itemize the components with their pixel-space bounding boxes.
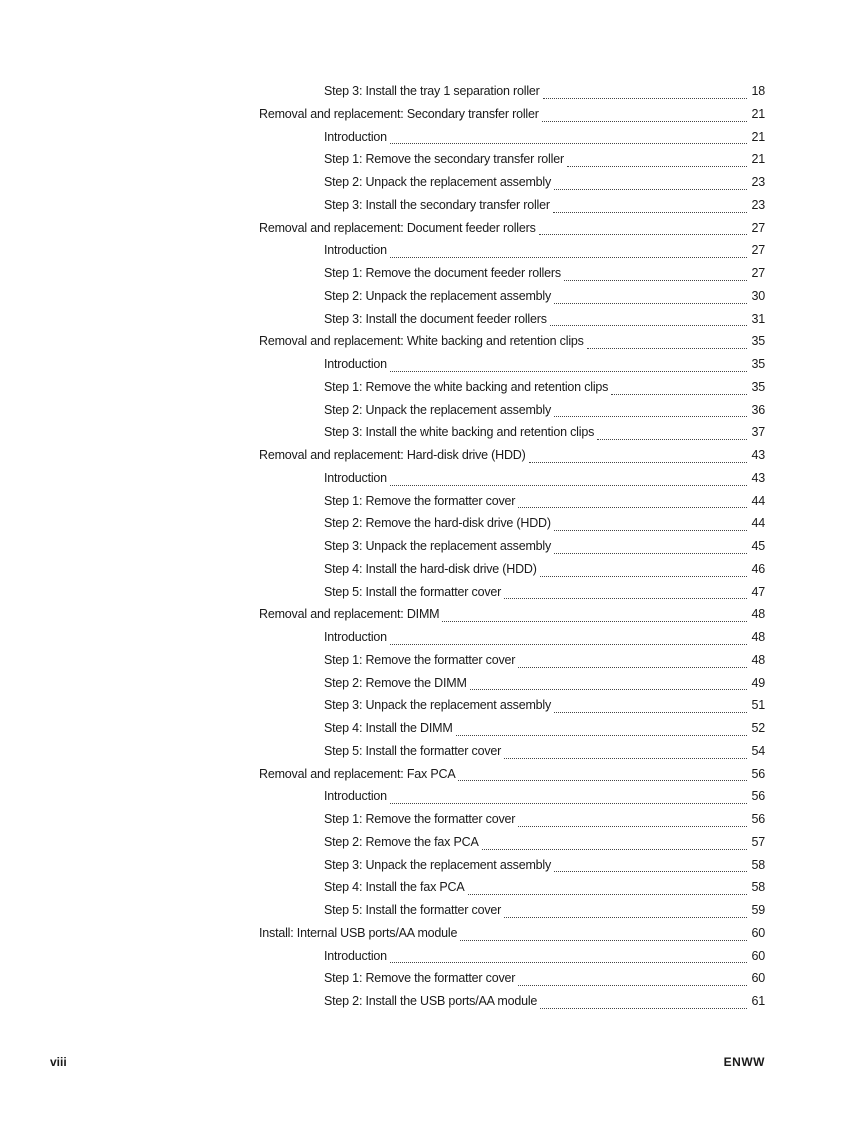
toc-entry-title: Step 2: Unpack the replacement assembly	[324, 402, 552, 417]
toc-entry-page: 27	[751, 220, 765, 235]
toc-entry[interactable]	[259, 334, 765, 357]
toc-entry-title: Step 2: Remove the DIMM	[324, 675, 467, 690]
toc-entry-page: 27	[751, 243, 765, 258]
toc-entry-title: Step 2: Unpack the replacement assembly	[324, 288, 552, 303]
toc-entry-page: 46	[751, 561, 765, 576]
toc-entry-page: 60	[751, 971, 765, 986]
toc-dot-leader	[518, 506, 747, 508]
toc-dot-leader	[539, 233, 747, 235]
toc-entry-title: Removal and replacement: Document feeder rollers	[259, 220, 536, 235]
toc-dot-leader	[554, 552, 747, 554]
toc-dot-leader	[550, 324, 747, 326]
toc-dot-leader	[470, 688, 747, 690]
toc-dot-leader	[518, 825, 747, 827]
toc-entry-page: 48	[751, 607, 765, 622]
toc-entry[interactable]	[259, 380, 765, 403]
toc-dot-leader	[390, 256, 747, 258]
toc-entry[interactable]	[259, 107, 765, 130]
toc-entry[interactable]	[259, 471, 765, 494]
toc-entry-title: Introduction	[324, 357, 387, 371]
toc-dot-leader	[553, 211, 747, 213]
toc-entry-page: 37	[751, 425, 765, 440]
toc-dot-leader	[390, 802, 747, 804]
toc-entry[interactable]	[259, 676, 765, 699]
toc-entry[interactable]	[259, 653, 765, 676]
toc-entry-title: Introduction	[324, 948, 387, 963]
toc-entry-page: 51	[751, 698, 765, 713]
toc-entry-page: 47	[751, 584, 765, 599]
toc-entry[interactable]	[259, 539, 765, 562]
toc-entry[interactable]	[259, 175, 765, 198]
toc-dot-leader	[554, 302, 747, 304]
toc-entry-title: Removal and replacement: DIMM	[259, 607, 440, 622]
toc-entry-title: Introduction	[324, 243, 387, 258]
toc-entry-page: 60	[751, 925, 765, 940]
toc-dot-leader	[554, 711, 747, 713]
toc-entry[interactable]	[259, 858, 765, 881]
toc-dot-leader	[543, 97, 747, 99]
toc-entry[interactable]	[259, 84, 765, 107]
toc-entry-title: Step 3: Install the white backing and retention clips	[324, 425, 595, 440]
toc-entry-page: 49	[751, 675, 765, 690]
toc-dot-leader	[456, 734, 747, 736]
toc-entry-title: Step 2: Remove the fax PCA	[324, 834, 479, 849]
toc-entry-page: 43	[751, 448, 765, 462]
toc-entry[interactable]	[259, 630, 765, 653]
toc-entry-title: Step 3: Install the document feeder rollers	[324, 311, 547, 326]
toc-entry-page: 21	[751, 129, 765, 144]
table-of-contents	[259, 84, 765, 1017]
toc-dot-leader	[518, 666, 747, 668]
toc-entry-page: 59	[751, 903, 765, 917]
toc-entry-title: Step 3: Unpack the replacement assembly	[324, 698, 552, 713]
toc-entry-title: Step 5: Install the formatter cover	[324, 743, 502, 758]
toc-dot-leader	[540, 575, 747, 577]
toc-dot-leader	[442, 620, 747, 622]
toc-entry-title: Removal and replacement: Hard-disk drive (HDD)	[259, 448, 526, 462]
toc-entry[interactable]	[259, 767, 765, 790]
toc-dot-leader	[504, 916, 747, 918]
toc-entry[interactable]	[259, 926, 765, 949]
toc-entry[interactable]	[259, 994, 765, 1017]
toc-dot-leader	[390, 643, 747, 645]
toc-entry-page: 57	[751, 834, 765, 849]
toc-entry[interactable]	[259, 357, 765, 380]
toc-entry-title: Step 2: Remove the hard-disk drive (HDD)	[324, 516, 551, 531]
toc-entry-page: 35	[751, 379, 765, 394]
toc-entry-page: 23	[751, 197, 765, 212]
toc-dot-leader	[482, 848, 747, 850]
toc-entry[interactable]	[259, 266, 765, 289]
toc-entry-title: Introduction	[324, 470, 387, 485]
toc-entry[interactable]	[259, 789, 765, 812]
toc-entry-title: Step 1: Remove the white backing and retention clips	[324, 379, 609, 394]
toc-dot-leader	[587, 347, 747, 349]
toc-entry-title: Step 4: Install the DIMM	[324, 721, 453, 735]
toc-entry-page: 21	[751, 106, 765, 121]
toc-entry-title: Step 5: Install the formatter cover	[324, 903, 502, 917]
toc-entry[interactable]	[259, 243, 765, 266]
toc-entry-title: Introduction	[324, 630, 387, 644]
toc-entry-title: Step 4: Install the fax PCA	[324, 880, 465, 895]
toc-entry[interactable]	[259, 152, 765, 175]
toc-entry[interactable]	[259, 744, 765, 767]
toc-dot-leader	[468, 893, 747, 895]
toc-dot-leader	[554, 870, 747, 872]
toc-entry-page: 44	[751, 516, 765, 531]
toc-entry[interactable]	[259, 721, 765, 744]
toc-entry-page: 56	[751, 812, 765, 826]
toc-entry-title: Removal and replacement: White backing and retention clips	[259, 334, 584, 349]
toc-dot-leader	[504, 757, 747, 759]
toc-entry[interactable]	[259, 585, 765, 608]
toc-entry[interactable]	[259, 289, 765, 312]
toc-entry-title: Step 4: Install the hard-disk drive (HDD)	[324, 561, 537, 576]
toc-entry-title: Install: Internal USB ports/AA module	[259, 925, 458, 940]
toc-dot-leader	[390, 142, 747, 144]
toc-dot-leader	[390, 484, 747, 486]
toc-dot-leader	[567, 165, 747, 167]
toc-entry-page: 18	[751, 84, 765, 98]
toc-dot-leader	[518, 984, 747, 986]
footer-page-number: viii	[50, 1055, 67, 1069]
toc-entry[interactable]	[259, 130, 765, 153]
toc-entry-page: 21	[751, 152, 765, 167]
toc-entry-page: 58	[751, 857, 765, 872]
toc-entry-title: Step 1: Remove the formatter cover	[324, 493, 516, 508]
toc-entry-page: 35	[751, 357, 765, 371]
toc-entry-title: Step 3: Unpack the replacement assembly	[324, 857, 552, 872]
toc-entry-page: 31	[751, 311, 765, 326]
toc-entry[interactable]	[259, 403, 765, 426]
toc-entry-page: 60	[751, 948, 765, 963]
toc-entry-title: Step 5: Install the formatter cover	[324, 584, 502, 599]
toc-dot-leader	[611, 393, 747, 395]
toc-entry-page: 48	[751, 652, 765, 667]
toc-entry[interactable]	[259, 425, 765, 448]
toc-dot-leader	[460, 939, 747, 941]
toc-dot-leader	[458, 779, 747, 781]
toc-entry[interactable]	[259, 198, 765, 221]
toc-entry-title: Step 1: Remove the secondary transfer roller	[324, 152, 564, 167]
toc-entry[interactable]	[259, 880, 765, 903]
toc-dot-leader	[554, 188, 747, 190]
toc-entry-title: Step 2: Unpack the replacement assembly	[324, 175, 552, 189]
toc-entry[interactable]	[259, 607, 765, 630]
toc-entry[interactable]	[259, 698, 765, 721]
toc-entry-title: Step 1: Remove the formatter cover	[324, 971, 516, 986]
toc-entry-title: Step 1: Remove the formatter cover	[324, 812, 516, 826]
toc-dot-leader	[554, 529, 747, 531]
toc-entry-page: 43	[751, 470, 765, 485]
toc-entry-page: 36	[751, 402, 765, 417]
toc-dot-leader	[564, 279, 747, 281]
toc-entry[interactable]	[259, 312, 765, 335]
toc-dot-leader	[597, 438, 747, 440]
toc-entry[interactable]	[259, 835, 765, 858]
toc-dot-leader	[390, 961, 747, 963]
toc-entry-title: Step 1: Remove the formatter cover	[324, 652, 516, 667]
toc-entry-title: Step 3: Unpack the replacement assembly	[324, 539, 552, 553]
toc-entry-page: 58	[751, 880, 765, 895]
toc-dot-leader	[390, 370, 747, 372]
toc-entry-title: Step 2: Install the USB ports/AA module	[324, 994, 538, 1008]
toc-entry-page: 54	[751, 743, 765, 758]
toc-entry[interactable]	[259, 949, 765, 972]
toc-entry-title: Step 3: Install the tray 1 separation roller	[324, 84, 540, 98]
toc-entry-page: 48	[751, 630, 765, 644]
toc-entry-page: 44	[751, 493, 765, 508]
toc-entry[interactable]	[259, 494, 765, 517]
toc-entry-page: 52	[751, 721, 765, 735]
toc-entry-page: 61	[751, 994, 765, 1008]
toc-entry[interactable]	[259, 221, 765, 244]
toc-entry-title: Step 3: Install the secondary transfer roller	[324, 197, 550, 212]
toc-entry-page: 56	[751, 766, 765, 781]
toc-entry-title: Step 1: Remove the document feeder rollers	[324, 266, 561, 280]
toc-dot-leader	[540, 1007, 747, 1009]
toc-dot-leader	[529, 461, 747, 463]
toc-entry[interactable]	[259, 812, 765, 835]
footer-doc-code: ENWW	[723, 1055, 765, 1069]
toc-entry-title: Introduction	[324, 129, 387, 144]
toc-entry-page: 35	[751, 334, 765, 349]
toc-dot-leader	[504, 597, 747, 599]
toc-entry-page: 30	[751, 288, 765, 303]
toc-entry[interactable]	[259, 903, 765, 926]
toc-entry[interactable]	[259, 516, 765, 539]
toc-entry-title: Introduction	[324, 789, 387, 804]
toc-dot-leader	[554, 415, 747, 417]
toc-entry[interactable]	[259, 562, 765, 585]
toc-entry-title: Removal and replacement: Fax PCA	[259, 766, 456, 781]
toc-entry-page: 56	[751, 789, 765, 804]
toc-entry-page: 45	[751, 539, 765, 553]
toc-entry-page: 23	[751, 175, 765, 189]
toc-entry[interactable]	[259, 448, 765, 471]
toc-dot-leader	[542, 120, 747, 122]
toc-entry-page: 27	[751, 266, 765, 280]
toc-entry-title: Removal and replacement: Secondary transfer roller	[259, 106, 539, 121]
toc-entry[interactable]	[259, 971, 765, 994]
